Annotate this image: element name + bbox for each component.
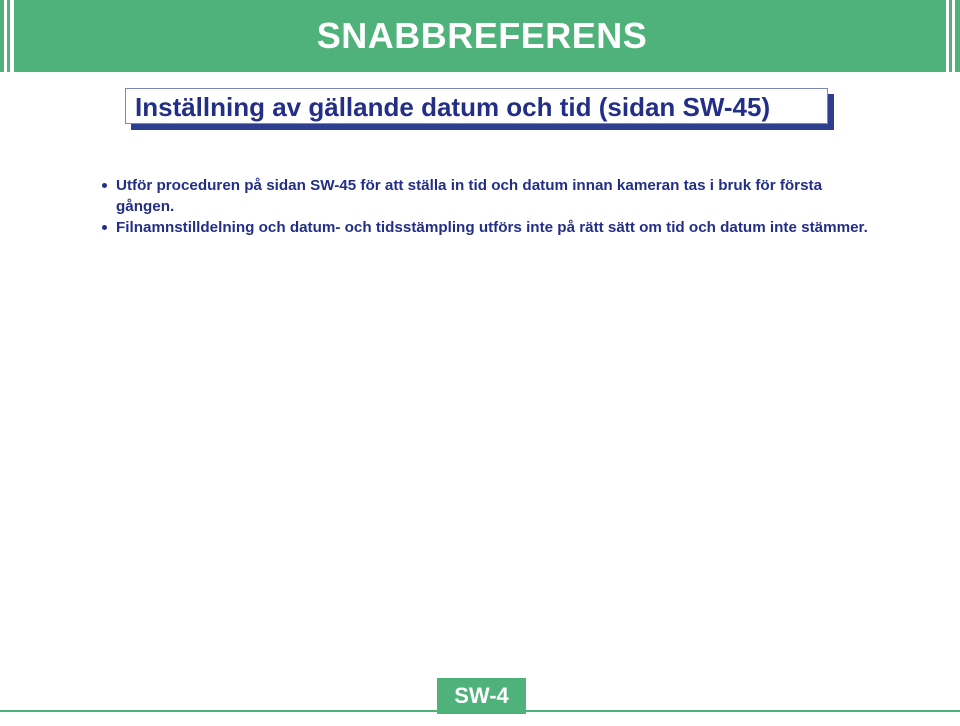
page-title: SNABBREFERENS	[316, 15, 648, 56]
bullet-list	[100, 175, 880, 238]
section-title: Inställning av gällande datum och tid (sidan SW-45)	[135, 92, 771, 122]
section-title-frame	[125, 88, 828, 124]
bullet-icon	[102, 225, 107, 230]
list-item	[100, 175, 880, 217]
page-number: SW-4	[454, 683, 509, 708]
list-item	[100, 217, 880, 238]
section-title-box	[125, 88, 834, 130]
bullet-icon	[102, 183, 107, 188]
header-banner	[0, 0, 960, 74]
page-number-tab	[437, 678, 526, 714]
list-item-text: Filnamnstilldelning och datum- och tidsstämpling utförs inte på rätt sätt om tid och datum inte stämmer.	[116, 219, 868, 236]
list-item-text: Utför proceduren på sidan SW-45 för att ställa in tid och datum innan kameran tas i bruk för första gången.	[116, 177, 823, 215]
